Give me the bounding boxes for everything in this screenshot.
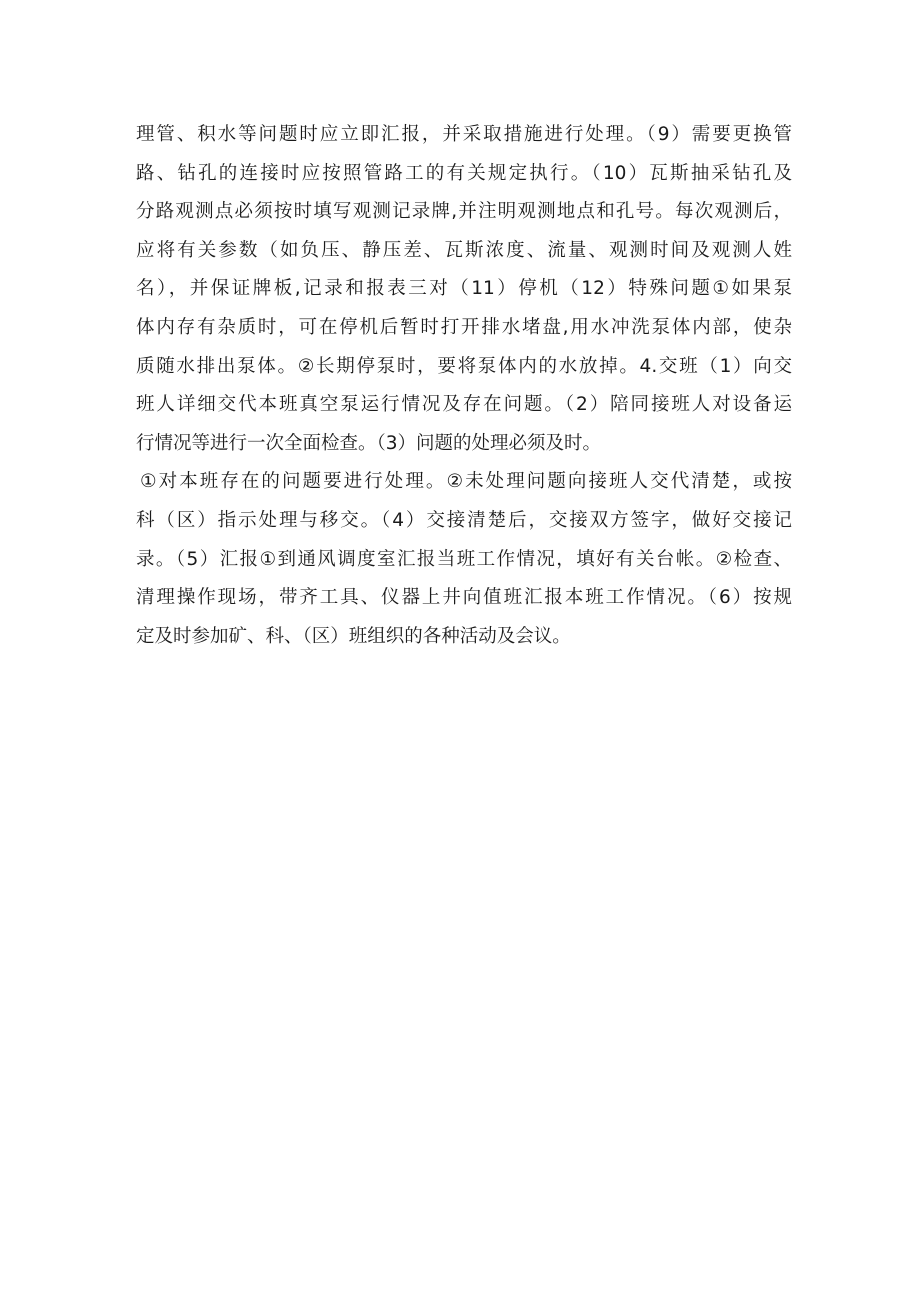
paragraph-2 <box>136 463 792 656</box>
text-line: 应将有关参数（如负压、静压差、瓦斯浓度、流量、观测时间及观测人姓 <box>136 239 792 261</box>
text-line: 清理操作现场，带齐工具、仪器上井向值班汇报本班工作情况。（6）按规 <box>136 587 792 609</box>
text-line: 科（区）指示处理与移交。（4）交接清楚后，交接双方签字，做好交接记 <box>136 509 792 531</box>
text-line: 分路观测点必须按时填写观测记录牌,并注明观测地点和孔号。每次观测后， <box>136 201 792 223</box>
text-line: 体内存有杂质时，可在停机后暂时打开排水堵盘,用水冲洗泵体内部，使杂 <box>136 316 792 338</box>
text-line: 班人详细交代本班真空泵运行情况及存在问题。（2）陪同接班人对设备运 <box>136 394 792 416</box>
text-line: 质随水排出泵体。②长期停泵时，要将泵体内的水放掉。4.交班（1）向交 <box>136 355 792 377</box>
text-line: 录。（5）汇报①到通风调度室汇报当班工作情况，填好有关台帐。②检查、 <box>136 548 792 570</box>
text-line: 名），并保证牌板,记录和报表三对（11）停机（12）特殊问题①如果泵 <box>136 278 792 300</box>
text-line: ①对本班存在的问题要进行处理。②未处理问题向接班人交代清楚，或按 <box>140 471 792 493</box>
text-line: 定及时参加矿、科、（区）班组织的各种活动及会议。 <box>136 625 571 647</box>
body-text <box>136 116 792 656</box>
text-line: 行情况等进行一次全面检查。（3）问题的处理必须及时。 <box>136 432 602 454</box>
paragraph-1 <box>136 116 792 463</box>
text-line: 路、钻孔的连接时应按照管路工的有关规定执行。（10）瓦斯抽采钻孔及 <box>136 162 792 184</box>
text-line: 理管、积水等问题时应立即汇报，并采取措施进行处理。（9）需要更换管 <box>136 124 792 145</box>
